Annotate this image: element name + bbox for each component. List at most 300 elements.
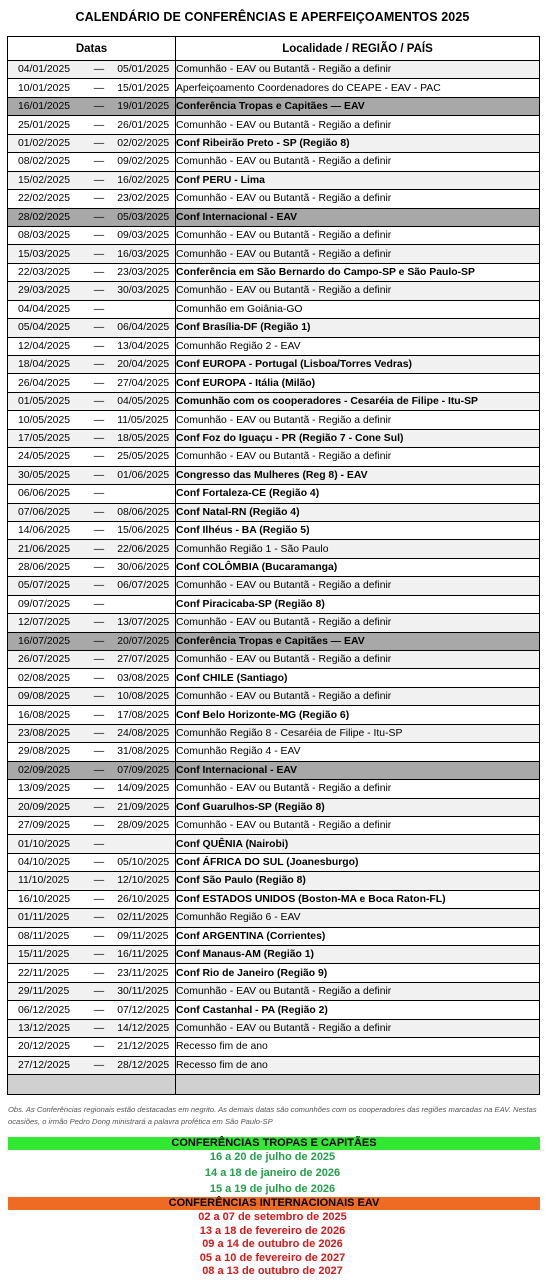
date-separator: — (93, 912, 105, 924)
start-date: 16/10/2025 (18, 893, 71, 905)
location-cell: Comunhão - EAV ou Butantã - Região a definir (176, 577, 540, 595)
observation-note: Obs. As Conferências regionais estão destacadas em negrito. As demais datas são comunhões com os cooperadores das regiões marcadas na EAV. Nestas ocasiões, o irmão Pedro Dong ministrará a palavra profética em São Paulo-SP (8, 1105, 537, 1126)
end-date: 11/05/2025 (117, 414, 169, 426)
table-row (8, 909, 540, 927)
date-cell (8, 909, 176, 927)
start-date: 30/05/2025 (18, 469, 71, 481)
end-date: 27/04/2025 (117, 377, 170, 389)
table-row (8, 337, 540, 355)
end-date: 16/11/2025 (117, 949, 169, 961)
end-date: 23/11/2025 (117, 967, 169, 979)
table-header-row (8, 37, 540, 61)
start-date: 22/02/2025 (18, 193, 71, 205)
table-row (8, 946, 540, 964)
start-date: 27/09/2025 (18, 820, 71, 832)
date-cell (8, 208, 176, 226)
date-cell (8, 780, 176, 798)
table-row (8, 890, 540, 908)
date-cell (8, 595, 176, 613)
start-date: 16/01/2025 (18, 101, 71, 113)
date-cell (8, 632, 176, 650)
start-date: 29/11/2025 (18, 986, 70, 998)
location-cell: Conf QUÊNIA (Nairobi) (176, 835, 540, 853)
date-separator: — (93, 654, 105, 666)
date-cell (8, 982, 176, 1000)
end-date: 04/05/2025 (117, 396, 170, 408)
start-date: 22/11/2025 (18, 967, 70, 979)
start-date: 13/09/2025 (18, 783, 71, 795)
table-row (8, 1056, 540, 1074)
table-row (8, 79, 540, 97)
tropas-date: 14 a 18 de janeiro de 2026 (204, 1167, 341, 1179)
internacional-date: 05 a 10 de fevereiro de 2027 (199, 1251, 346, 1264)
location-cell: Comunhão - EAV ou Butantã - Região a definir (176, 61, 540, 79)
end-date: 12/10/2025 (117, 875, 170, 887)
date-cell (8, 669, 176, 687)
table-row (8, 153, 540, 171)
start-date: 29/03/2025 (18, 285, 71, 297)
date-separator: — (93, 119, 105, 131)
date-separator: — (93, 949, 105, 961)
location-cell: Comunhão - EAV ou Butantã - Região a definir (176, 816, 540, 834)
date-cell (8, 761, 176, 779)
location-cell: Conf Internacional - EAV (176, 208, 540, 226)
date-separator: — (93, 377, 105, 389)
start-date: 15/02/2025 (18, 174, 71, 186)
internacional-date: 09 a 14 de outubro de 2026 (202, 1238, 343, 1250)
date-cell (8, 687, 176, 705)
date-cell (8, 392, 176, 410)
start-date: 21/06/2025 (18, 543, 71, 555)
end-date: 06/07/2025 (117, 580, 170, 592)
date-cell (8, 853, 176, 871)
date-separator: — (93, 469, 105, 481)
location-cell: Comunhão Região 1 - São Paulo (176, 540, 540, 558)
end-date: 19/01/2025 (117, 101, 170, 113)
table-row (8, 116, 540, 134)
end-date: 27/07/2025 (117, 654, 170, 666)
end-date: 05/10/2025 (117, 857, 170, 869)
date-cell (8, 1038, 176, 1056)
start-date: 11/10/2025 (18, 875, 70, 887)
date-cell (8, 798, 176, 816)
internacional-date: 08 a 13 de outubro de 2027 (202, 1265, 343, 1277)
end-date: 13/04/2025 (117, 340, 170, 352)
start-date: 15/03/2025 (18, 248, 71, 260)
location-cell: Conf Piracicaba-SP (Região 8) (176, 595, 540, 613)
end-date: 31/08/2025 (117, 746, 170, 758)
location-cell: Comunhão - EAV ou Butantã - Região a definir (176, 448, 540, 466)
location-cell: Conf Guarulhos-SP (Região 8) (176, 798, 540, 816)
date-separator: — (93, 101, 105, 113)
location-cell: Comunhão - EAV ou Butantã - Região a definir (176, 982, 540, 1000)
date-cell (8, 116, 176, 134)
date-cell (8, 411, 176, 429)
date-separator: — (93, 820, 105, 832)
end-date: 24/08/2025 (117, 727, 170, 739)
date-cell (8, 448, 176, 466)
date-separator: — (93, 230, 105, 242)
date-separator: — (93, 193, 105, 205)
table-row (8, 816, 540, 834)
location-cell: Aperfeiçoamento Coordenadores do CEAPE - EAV - PAC (176, 79, 540, 97)
table-row (8, 429, 540, 447)
table-row (8, 1019, 540, 1037)
date-separator: — (93, 414, 105, 426)
blank-cell (8, 1075, 176, 1095)
table-row (8, 1001, 540, 1019)
internacionais-heading: CONFERÊNCIAS INTERNACIONAIS EAV (8, 1197, 540, 1210)
location-cell: Conf EUROPA - Portugal (Lisboa/Torres Vedras) (176, 356, 540, 374)
table-row (8, 798, 540, 816)
location-cell: Comunhão - EAV ou Butantã - Região a definir (176, 651, 540, 669)
date-cell (8, 356, 176, 374)
end-date: 07/12/2025 (117, 1004, 170, 1016)
date-cell (8, 743, 176, 761)
date-separator: — (93, 322, 105, 334)
date-cell (8, 263, 176, 281)
date-cell (8, 1019, 176, 1037)
location-cell: Conferência em São Bernardo do Campo-SP e São Paulo-SP (176, 263, 540, 281)
tropas-heading: CONFERÊNCIAS TROPAS E CAPITÃES (8, 1137, 540, 1150)
table-row (8, 853, 540, 871)
location-cell: Conf EUROPA - Itália (Milão) (176, 374, 540, 392)
table-row (8, 614, 540, 632)
start-date: 08/03/2025 (18, 230, 71, 242)
end-date: 28/09/2025 (117, 820, 170, 832)
end-date: 30/06/2025 (117, 562, 170, 574)
end-date: 08/06/2025 (117, 506, 170, 518)
date-separator: — (93, 211, 105, 223)
table-row (8, 724, 540, 742)
end-date: 23/02/2025 (117, 193, 170, 205)
date-separator: — (93, 1022, 105, 1034)
date-cell (8, 134, 176, 152)
table-row (8, 595, 540, 613)
date-cell (8, 577, 176, 595)
date-cell (8, 872, 176, 890)
date-separator: — (93, 137, 105, 149)
start-date: 06/12/2025 (18, 1004, 71, 1016)
table-row (8, 687, 540, 705)
internacional-date: 02 a 07 de setembro de 2025 (198, 1211, 347, 1223)
location-cell: Conf CHILE (Santiago) (176, 669, 540, 687)
end-date: 26/01/2025 (117, 119, 170, 131)
start-date: 20/09/2025 (18, 801, 71, 813)
table-row (8, 780, 540, 798)
date-separator: — (93, 562, 105, 574)
location-cell: Conf Foz do Iguaçu - PR (Região 7 - Cone Sul) (176, 429, 540, 447)
calendar-table (7, 36, 540, 1095)
date-separator: — (93, 691, 105, 703)
start-date: 18/04/2025 (18, 359, 71, 371)
table-row (8, 761, 540, 779)
date-cell (8, 374, 176, 392)
start-date: 20/12/2025 (18, 1041, 71, 1053)
date-separator: — (93, 875, 105, 887)
table-row (8, 540, 540, 558)
table-row (8, 448, 540, 466)
date-cell (8, 614, 176, 632)
date-separator: — (93, 783, 105, 795)
date-cell (8, 61, 176, 79)
start-date: 17/05/2025 (18, 432, 71, 444)
date-cell (8, 1056, 176, 1074)
end-date: 07/09/2025 (117, 764, 170, 776)
end-date: 02/02/2025 (117, 137, 170, 149)
date-separator: — (93, 598, 105, 610)
start-date: 22/03/2025 (18, 267, 71, 279)
date-separator: — (93, 838, 105, 850)
date-separator: — (93, 635, 105, 647)
date-cell (8, 171, 176, 189)
date-cell (8, 245, 176, 263)
end-date: 09/11/2025 (117, 930, 169, 942)
date-separator: — (93, 580, 105, 592)
end-date: 15/01/2025 (117, 82, 170, 94)
start-date: 02/08/2025 (18, 672, 71, 684)
table-row (8, 190, 540, 208)
table-row (8, 374, 540, 392)
location-cell: Conf COLÔMBIA (Bucaramanga) (176, 558, 540, 576)
date-cell (8, 485, 176, 503)
end-date: 18/05/2025 (117, 432, 170, 444)
start-date: 15/11/2025 (18, 949, 70, 961)
calendar-body (8, 61, 540, 1095)
location-cell: Conf ESTADOS UNIDOS (Boston-MA e Boca Raton-FL) (176, 890, 540, 908)
table-row (8, 632, 540, 650)
location-cell: Comunhão - EAV ou Butantã - Região a definir (176, 190, 540, 208)
location-cell: Congresso das Mulheres (Reg 8) - EAV (176, 466, 540, 484)
end-date: 16/02/2025 (117, 174, 170, 186)
table-row (8, 263, 540, 281)
date-cell (8, 300, 176, 318)
date-separator: — (93, 525, 105, 537)
start-date: 05/04/2025 (18, 322, 71, 334)
end-date: 05/03/2025 (117, 211, 170, 223)
location-cell: Conf ARGENTINA (Corrientes) (176, 927, 540, 945)
table-row (8, 872, 540, 890)
table-row (8, 356, 540, 374)
date-cell (8, 190, 176, 208)
date-cell (8, 429, 176, 447)
start-date: 01/10/2025 (18, 838, 71, 850)
start-date: 29/08/2025 (18, 746, 71, 758)
location-cell: Comunhão - EAV ou Butantã - Região a definir (176, 226, 540, 244)
table-row (8, 226, 540, 244)
date-cell (8, 466, 176, 484)
date-cell (8, 97, 176, 115)
location-cell: Conf Ribeirão Preto - SP (Região 8) (176, 134, 540, 152)
location-cell: Conf Brasília-DF (Região 1) (176, 319, 540, 337)
table-row (8, 927, 540, 945)
start-date: 08/02/2025 (18, 156, 71, 168)
location-cell: Recesso fim de ano (176, 1038, 540, 1056)
start-date: 12/07/2025 (18, 617, 71, 629)
location-cell: Comunhão Região 2 - EAV (176, 337, 540, 355)
end-date: 03/08/2025 (117, 672, 170, 684)
date-separator: — (93, 451, 105, 463)
date-separator: — (93, 857, 105, 869)
table-row (8, 743, 540, 761)
end-date: 02/11/2025 (117, 912, 169, 924)
date-separator: — (93, 396, 105, 408)
location-cell: Comunhão - EAV ou Butantã - Região a definir (176, 411, 540, 429)
location-cell: Conf PERU - Lima (176, 171, 540, 189)
location-cell: Comunhão - EAV ou Butantã - Região a definir (176, 614, 540, 632)
end-date: 20/04/2025 (117, 359, 170, 371)
table-row (8, 964, 540, 982)
date-separator: — (93, 267, 105, 279)
start-date: 09/08/2025 (18, 691, 71, 703)
date-separator: — (93, 1004, 105, 1016)
date-separator: — (93, 727, 105, 739)
table-row (8, 282, 540, 300)
date-separator: — (93, 746, 105, 758)
end-date: 28/12/2025 (117, 1059, 170, 1071)
start-date: 08/11/2025 (18, 930, 70, 942)
start-date: 04/01/2025 (18, 64, 71, 76)
end-date: 21/12/2025 (117, 1041, 170, 1053)
date-cell (8, 153, 176, 171)
table-row (8, 485, 540, 503)
date-separator: — (93, 303, 105, 315)
end-date: 23/03/2025 (117, 267, 170, 279)
date-cell (8, 964, 176, 982)
start-date: 25/01/2025 (18, 119, 71, 131)
end-date: 16/03/2025 (117, 248, 170, 260)
date-separator: — (93, 930, 105, 942)
dates-column-header: Datas (8, 37, 176, 61)
date-cell (8, 558, 176, 576)
end-date: 06/04/2025 (117, 322, 170, 334)
location-column-header: Localidade / REGIÃO / PAÍS (176, 37, 540, 61)
start-date: 27/12/2025 (18, 1059, 71, 1071)
table-row (8, 706, 540, 724)
end-date: 14/12/2025 (117, 1022, 170, 1034)
table-row (8, 97, 540, 115)
tropas-date: 15 a 19 de julho de 2026 (209, 1183, 336, 1195)
location-cell: Comunhão - EAV ou Butantã - Região a definir (176, 245, 540, 263)
location-cell: Conf São Paulo (Região 8) (176, 872, 540, 890)
date-cell (8, 503, 176, 521)
location-cell: Comunhão em Goiânia-GO (176, 300, 540, 318)
date-separator: — (93, 82, 105, 94)
location-cell: Comunhão Região 6 - EAV (176, 909, 540, 927)
location-cell: Conf Belo Horizonte-MG (Região 6) (176, 706, 540, 724)
date-separator: — (93, 285, 105, 297)
location-cell: Conf Manaus-AM (Região 1) (176, 946, 540, 964)
table-row (8, 503, 540, 521)
table-row (8, 669, 540, 687)
location-cell: Comunhão - EAV ou Butantã - Região a definir (176, 153, 540, 171)
date-separator: — (93, 543, 105, 555)
table-row (8, 171, 540, 189)
date-cell (8, 706, 176, 724)
table-row (8, 134, 540, 152)
location-cell: Conferência Tropas e Capitães — EAV (176, 632, 540, 650)
start-date: 01/11/2025 (18, 912, 70, 924)
location-cell: Comunhão - EAV ou Butantã - Região a definir (176, 687, 540, 705)
date-cell (8, 927, 176, 945)
date-cell (8, 890, 176, 908)
start-date: 26/04/2025 (18, 377, 71, 389)
end-date: 13/07/2025 (117, 617, 170, 629)
date-separator: — (93, 986, 105, 998)
end-date: 10/08/2025 (117, 691, 170, 703)
start-date: 05/07/2025 (18, 580, 71, 592)
end-date: 14/09/2025 (117, 783, 170, 795)
date-separator: — (93, 1041, 105, 1053)
start-date: 06/06/2025 (18, 488, 71, 500)
page-title: CALENDÁRIO DE CONFERÊNCIAS E APERFEIÇOAMENTOS 2025 (75, 10, 470, 24)
end-date: 22/06/2025 (117, 543, 170, 555)
start-date: 04/10/2025 (18, 857, 71, 869)
table-row (8, 982, 540, 1000)
date-cell (8, 816, 176, 834)
end-date: 05/01/2025 (117, 64, 170, 76)
table-row (8, 392, 540, 410)
location-cell: Comunhão - EAV ou Butantã - Região a definir (176, 780, 540, 798)
table-row (8, 411, 540, 429)
start-date: 01/02/2025 (18, 137, 71, 149)
end-date: 26/10/2025 (117, 893, 170, 905)
end-date: 30/11/2025 (117, 986, 169, 998)
table-row (8, 245, 540, 263)
table-row (8, 300, 540, 318)
date-separator: — (93, 1059, 105, 1071)
date-separator: — (93, 156, 105, 168)
date-separator: — (93, 893, 105, 905)
end-date: 09/02/2025 (117, 156, 170, 168)
date-separator: — (93, 672, 105, 684)
table-row (8, 1038, 540, 1056)
start-date: 24/05/2025 (18, 451, 71, 463)
location-cell: Conf Fortaleza-CE (Região 4) (176, 485, 540, 503)
date-cell (8, 540, 176, 558)
end-date: 01/06/2025 (117, 469, 170, 481)
end-date: 30/03/2025 (117, 285, 170, 297)
start-date: 13/12/2025 (18, 1022, 71, 1034)
start-date: 14/06/2025 (18, 525, 71, 537)
tropas-date: 16 a 20 de julho de 2025 (209, 1151, 336, 1163)
table-row (8, 466, 540, 484)
table-row (8, 651, 540, 669)
date-separator: — (93, 359, 105, 371)
table-row (8, 558, 540, 576)
date-cell (8, 1001, 176, 1019)
start-date: 12/04/2025 (18, 340, 71, 352)
end-date: 17/08/2025 (117, 709, 170, 721)
date-cell (8, 282, 176, 300)
start-date: 10/05/2025 (18, 414, 71, 426)
date-cell (8, 337, 176, 355)
table-row (8, 577, 540, 595)
date-separator: — (93, 764, 105, 776)
location-cell: Comunhão - EAV ou Butantã - Região a definir (176, 116, 540, 134)
start-date: 16/07/2025 (18, 635, 71, 647)
location-cell: Recesso fim de ano (176, 1056, 540, 1074)
end-date: 15/06/2025 (117, 525, 170, 537)
start-date: 07/06/2025 (18, 506, 71, 518)
date-cell (8, 724, 176, 742)
date-separator: — (93, 709, 105, 721)
end-date: 21/09/2025 (117, 801, 170, 813)
date-separator: — (93, 801, 105, 813)
date-separator: — (93, 248, 105, 260)
internacional-date: 13 a 18 de fevereiro de 2026 (199, 1224, 346, 1237)
location-cell: Comunhão Região 4 - EAV (176, 743, 540, 761)
